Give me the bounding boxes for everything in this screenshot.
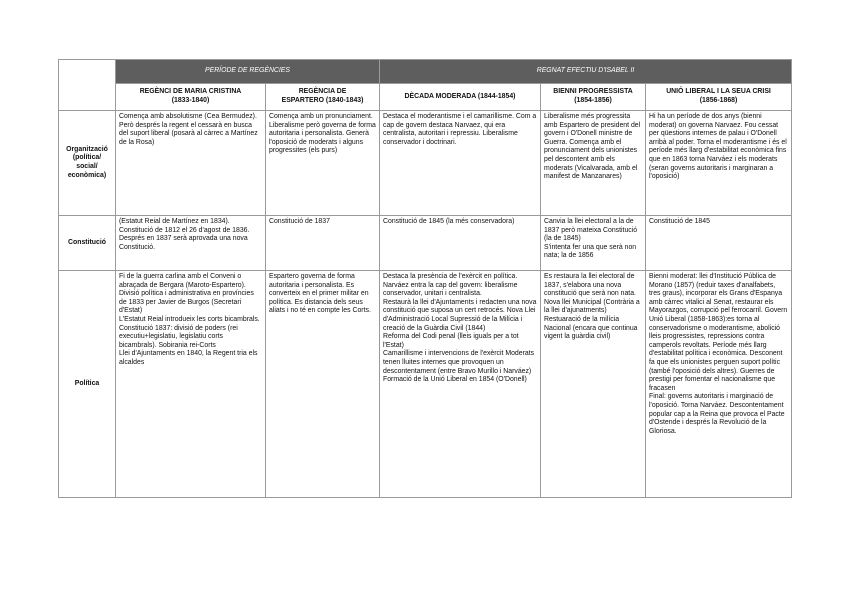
cell-paragraph: Bienni moderat: llei d'Institució Pública de Morano (1857) (reduir taxes d'analfabets, tres graus), incorporar els Grans d'Espanya amb càrrec vitalici al Senat, restaurar els Mayorazgos, corrupció pel ferrocarril. Govern Unió Liberal (1858-1863):es torna al conservadorisme o moderantisme, abolició lleis progressistes, repressions contra camperols revoltats. Període més llarg d'estabilitat política i econòmica. Desconent fa que els unionistes perguen suport polític (també l'oposició dels altres). Guerres de prestigi per fomentar el nacionalisme que fracasen: [649, 273, 788, 392]
cell-constitucio-espartero: [266, 216, 380, 271]
col-header-line: REGÈNCIA DE: [298, 88, 347, 96]
cell-paragraph: Constitució 1837: divisió de poders (rei executiu+legislatiu, legislatiu corts bicambrals). Sobirania rei-Corts: [119, 324, 238, 349]
col-header-line: (1854-1856): [574, 97, 612, 104]
cell-paragraph: Divisió política i administrativa en províncies de 1833 per Javier de Burgos (Secretari d'Estat): [119, 290, 254, 315]
cell-paragraph: S'intenta fer una que serà non nata; la de 1856: [544, 243, 637, 260]
col-header-espartero: [266, 84, 380, 111]
cell-organitzacio-espartero: [266, 111, 380, 216]
cell-constitucio-unio-liberal: [646, 216, 792, 271]
cell-paragraph: Destaca la presència de l'exèrcit en política.: [383, 273, 518, 280]
cell-paragraph: Nova llei Municipal (Contrària a la llei d'ajunatments): [544, 298, 640, 315]
col-header-line: DÈCADA MODERADA (1844-1854): [404, 92, 516, 100]
cell-paragraph: Final: governs autoritaris i marginació de l'oposició. Torna Narváez. Descontentament popular cap a la Reina que provoca el Pacte d'Ostende i després la Revolució de la Gloriosa.: [649, 393, 785, 435]
cell-constitucio-maria-cristina: [116, 216, 266, 271]
row-label-line: Política: [74, 379, 100, 387]
cell-organitzacio-maria-cristina: [116, 111, 266, 216]
row-organitzacio: [59, 111, 792, 216]
cell-paragraph: Formació de la Unió Liberal en 1854 (O'Donell): [383, 376, 527, 384]
cell-paragraph: Hi ha un període de dos anys (bienni moderat) on governa Narvaez. Fou cessat per qüestions internes de palau i O'Donell arribà al poder. Torna el moderantisme i és el període més llarg d'estabilitat econòmica fins que en 1863 torna Narváez i els moderats (seran governs autoritaris i marginaran a l'oposició): [649, 113, 787, 181]
cell-paragraph: Destaca el moderantisme i el camarillisme. Com a cap de govern destaca Narvaez, qui era centralista, autoritari i repressiu. Liberalisme conservador i doctrinari.: [383, 113, 537, 146]
cell-paragraph: Comença amb absolutisme (Cea Bermudez). Però després la regent el cessarà en busca del suport liberal (posarà al càrrec a Martínez de la Rosa): [119, 113, 258, 146]
row-politica: [59, 271, 792, 498]
row-label-constitucio: [59, 216, 116, 271]
cell-politica-bienni-progressista: [541, 271, 646, 498]
cell-constitucio-decada-moderada: [380, 216, 541, 271]
cell-paragraph: Narváez entra la cap del govern: liberalisme conservador, unitari i centralista.: [383, 281, 518, 298]
row-label-organitzacio: [59, 111, 116, 216]
col-header-line: ESPARTERO (1840-1843): [281, 97, 364, 104]
col-header-maria-cristina: [116, 84, 266, 111]
cell-paragraph: Llei d'Ajuntaments en 1840, la Regent tria els alcaldes: [119, 350, 258, 366]
cell-paragraph: Constitució de 1845: [649, 218, 710, 225]
cell-paragraph: Reforma del Codi penal (lleis iguals per a tot l'Estat): [383, 333, 519, 349]
row-constitucio: [59, 216, 792, 271]
column-header-row: [59, 84, 792, 111]
cell-politica-unio-liberal: [646, 271, 792, 498]
cell-paragraph: Restaurà la llei d'Ajuntaments i redacten una nova constitució que suposa un cert retrocés. Nova Llei d'Administració Local Supressió de la Milícia i creació de la Guàrdia Civil (1844): [383, 298, 537, 332]
col-header-line: BIENNI PROGRESSISTA: [553, 88, 633, 96]
cell-paragraph: Es restaura la llei electoral de 1837, s'elabora una nova constitució que serà non nata.: [544, 273, 636, 298]
col-header-line: REGÈNCI DE MARIA CRISTINA: [139, 88, 242, 96]
history-summary-table: [58, 59, 792, 498]
cell-paragraph: L'Estatut Reial introdueix les corts bicambrals.: [119, 315, 260, 323]
period-isabel-header: REGNAT EFECTIU D'ISABEL II: [380, 60, 792, 84]
row-label-line: (política/: [72, 154, 102, 162]
cell-constitucio-bienni-progressista: [541, 216, 646, 271]
cell-paragraph: Canvia la llei electoral a la de 1837 però mateixa Constitució (la de 1845): [544, 218, 638, 243]
cell-paragraph: Constitució de 1837: [269, 218, 330, 225]
col-header-decada-moderada: [380, 84, 541, 111]
row-label-line: Organització: [66, 145, 108, 153]
col-header-line: UNIÓ LIBERAL I LA SEUA CRISI: [666, 88, 771, 96]
cell-paragraph: Constitució de 1845 (la més conservadora): [383, 218, 515, 225]
row-label-line: Constitució: [68, 238, 106, 246]
cell-paragraph: Fi de la guerra carlina amb el Conveni o abraçada de Bergara (Maroto-Espartero).: [119, 273, 246, 289]
cell-paragraph: (Estatut Reial de Martínez en 1834). Constitució de 1812 el 26 d'agost de 1836. Després en 1837 serà aprovada una nova Constitució.: [119, 218, 250, 251]
row-label-line: social/: [76, 163, 98, 170]
cell-paragraph: Camarillisme i intervencions de l'exèrcit Moderats tenen lluites internes que provoquen un descontentament (entre Bravo Murillo i Narváez): [383, 350, 535, 375]
period-regencies-header: PERÍODE DE REGÈNCIES: [116, 60, 380, 84]
cell-organitzacio-unio-liberal: [646, 111, 792, 216]
cell-organitzacio-decada-moderada: [380, 111, 541, 216]
cell-paragraph: Comença amb un pronunciament. Liberalisme però governa de forma autoritaria i personalista. Generà l'oposició de moderats i alguns progressites (els purs): [269, 113, 376, 155]
col-header-line: (1833-1840): [171, 97, 210, 104]
corner-cell: [59, 60, 116, 111]
cell-paragraph: Liberalisme més progressita amb Espartero de president del govern i O'Donell ministre de Guerra. Comença amb el pronunciament dels unionistes pel descontent amb els moderats (Vicalvarada, amb el manifest de Manzanares): [544, 113, 641, 181]
cell-organitzacio-bienni-progressista: [541, 111, 646, 216]
cell-politica-espartero: [266, 271, 380, 498]
row-label-line: econòmica): [67, 171, 107, 179]
col-header-unio-liberal: [646, 84, 792, 111]
cell-paragraph: Restuaració de la milícia Nacional (encara que continua vigent la guàrdia civil): [544, 315, 638, 341]
cell-politica-maria-cristina: [116, 271, 266, 498]
col-header-bienni-progressista: [541, 84, 646, 111]
row-label-politica: [59, 271, 116, 498]
cell-paragraph: Espartero governa de forma autoritaria i personalista. Es converteix en el primer militar en política. Es distancia dels seus aliats i no té en compte les Corts.: [269, 273, 371, 315]
period-header-row: [59, 60, 792, 84]
cell-politica-decada-moderada: [380, 271, 541, 498]
col-header-line: (1856-1868): [699, 97, 738, 104]
